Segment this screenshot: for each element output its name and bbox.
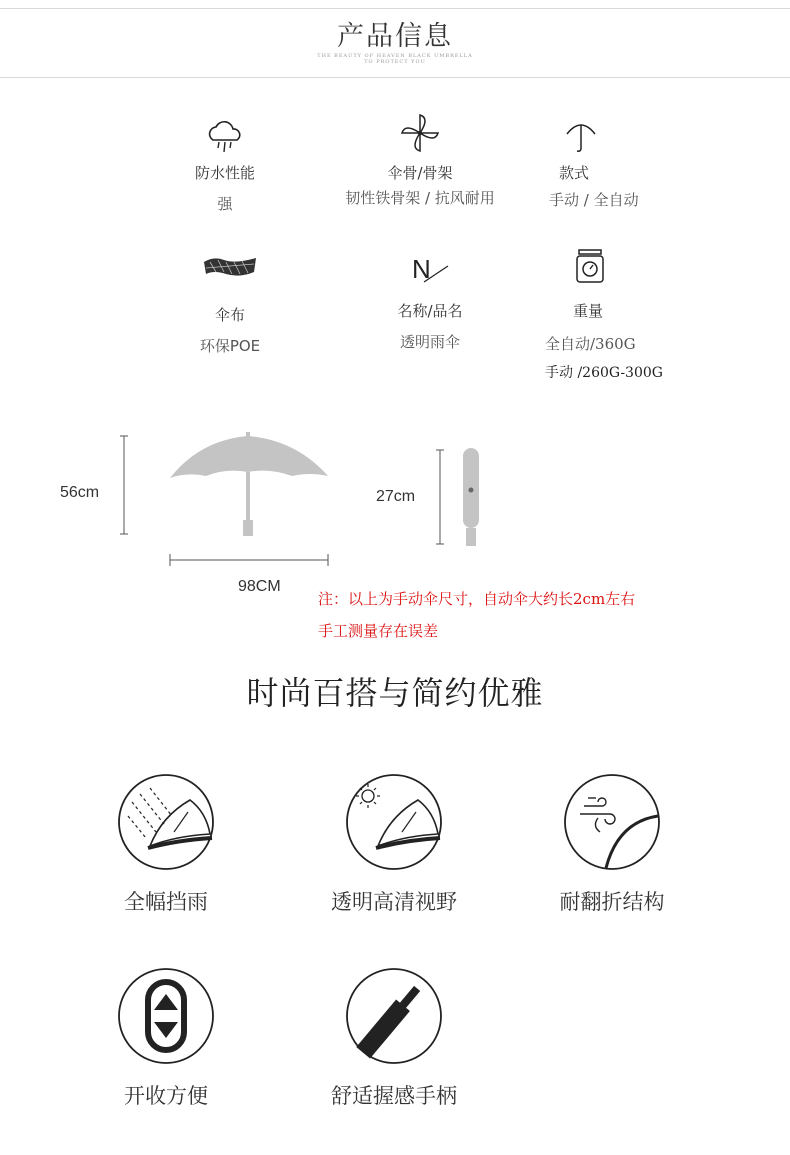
- svg-text:N: N: [412, 254, 431, 284]
- sun-view-icon: [344, 772, 444, 872]
- section-title: 时尚百搭与简约优雅: [246, 674, 544, 712]
- feature-label: 耐翻折结构: [559, 890, 665, 914]
- spec-label: 防水性能: [194, 164, 255, 182]
- page-title: 产品信息: [337, 21, 453, 52]
- spec-value: 环保POE: [199, 337, 261, 355]
- folded-umbrella-diagram: [432, 444, 492, 548]
- dim-open-width: 98CM: [238, 578, 281, 595]
- dim-folded-length: 27cm: [376, 488, 416, 505]
- note-line-2: 手工测量存在误差: [318, 622, 439, 640]
- feature-full-cover: [86, 772, 246, 916]
- feature-easy-open: [86, 966, 246, 1110]
- scale-icon: [573, 246, 607, 284]
- spec-label: 重量: [573, 302, 604, 320]
- open-close-icon: [116, 966, 216, 1066]
- page-subtitle: THE BEAUTY OF HEAVEN BLACK UMBRELLA TO PROTECT YOU: [317, 53, 473, 65]
- spec-value: 韧性铁骨架 / 抗风耐用: [345, 189, 495, 207]
- note-line-1: 注：以上为手动伞尺寸，自动伞大约长2cm左右: [318, 590, 636, 608]
- spec-name: [380, 252, 480, 352]
- feature-label: 透明高清视野: [331, 890, 457, 914]
- spec-frame: [320, 110, 520, 208]
- spec-weight: [545, 246, 695, 382]
- spec-label: 名称/品名: [397, 302, 463, 320]
- wind-resist-icon: [562, 772, 662, 872]
- spec-value-manual: 手动 /260G-300G: [545, 365, 663, 381]
- spec-value: 手动 / 全自动: [549, 191, 639, 209]
- spec-value: 强: [217, 195, 233, 213]
- feature-clear-view: [314, 772, 474, 916]
- handle-icon: [344, 966, 444, 1066]
- spec-label: 伞骨/骨架: [387, 164, 453, 182]
- spec-style: [545, 116, 665, 210]
- spec-label: 款式: [559, 164, 590, 182]
- feature-label: 开收方便: [124, 1084, 208, 1108]
- feature-wind-resist: [532, 772, 692, 916]
- spec-fabric: [180, 250, 280, 356]
- top-divider: [0, 8, 790, 9]
- name-n-icon: [408, 252, 452, 286]
- rain-cover-icon: [116, 772, 216, 872]
- feature-comfort-handle: [314, 966, 474, 1110]
- umbrella-icon: [561, 116, 601, 156]
- spec-waterproof: [180, 116, 270, 214]
- pinwheel-icon: [397, 110, 443, 156]
- spec-label: 伞布: [214, 306, 245, 324]
- fabric-icon: [200, 250, 260, 282]
- rain-cloud-icon: [205, 116, 245, 156]
- feature-label: 全幅挡雨: [124, 890, 208, 914]
- spec-value: 全自动/360G: [545, 335, 636, 353]
- feature-label: 舒适握感手柄: [331, 1084, 457, 1108]
- dim-open-height: 56cm: [60, 484, 100, 501]
- open-umbrella-diagram: [110, 428, 350, 578]
- spec-value: 透明雨伞: [399, 333, 460, 351]
- header-divider: [0, 77, 790, 78]
